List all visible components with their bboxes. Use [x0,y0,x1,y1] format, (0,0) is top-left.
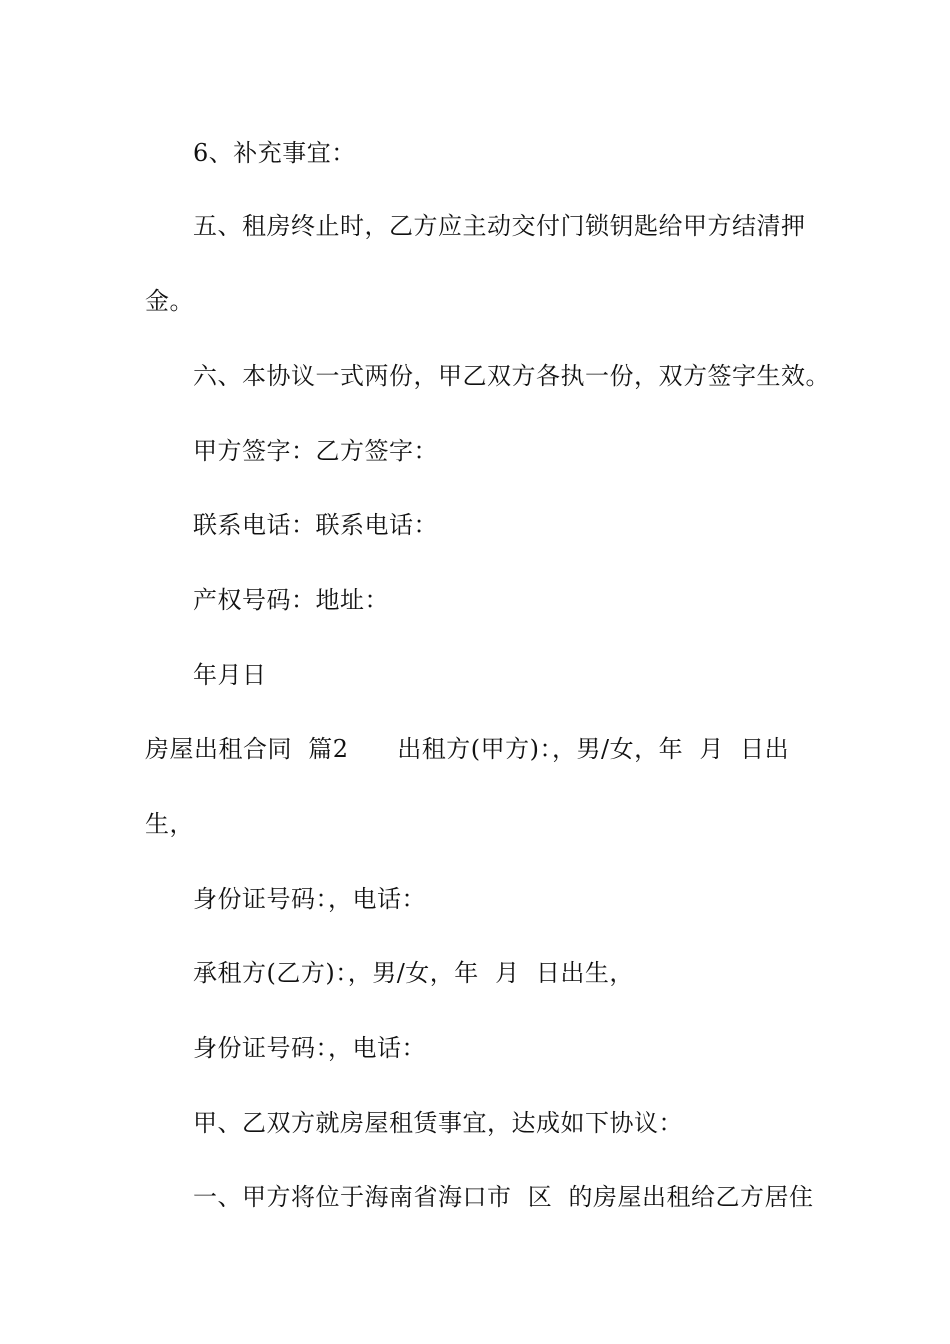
text-line-lease-termination: 五、租房终止时，乙方应主动交付门锁钥匙给甲方结清押 [193,212,806,240]
text-line-property-address: 产权号码：地址： [193,586,389,614]
text-line-lessor-birth-cont: 生， [145,810,194,838]
text-line-clause-one: 一、甲方将位于海南省海口市 区 的房屋出租给乙方居住 [193,1183,814,1211]
text-line-supplementary-matters: 6、补充事宜： [193,139,356,167]
text-line-agreement-copies: 六、本协议一式两份，甲乙双方各执一份，双方签字生效。 [193,362,830,390]
text-line-lessee: 承租方(乙方)：，男/女，年 月 日出生， [193,959,634,987]
text-line-contact-phones: 联系电话：联系电话： [193,511,438,539]
text-line-contract-title-lessor: 房屋出租合同 篇2 出租方(甲方)：，男/女，年 月 日出 [145,735,790,763]
text-line-lessor-id-phone: 身份证号码：，电话： [193,885,426,913]
text-line-date: 年月日 [193,661,267,689]
text-line-lease-termination-cont: 金。 [145,287,194,315]
text-line-lessee-id-phone: 身份证号码：，电话： [193,1034,426,1062]
text-line-agreement-intro: 甲、乙双方就房屋租赁事宜，达成如下协议： [193,1109,683,1137]
text-line-signatures: 甲方签字：乙方签字： [193,437,438,465]
